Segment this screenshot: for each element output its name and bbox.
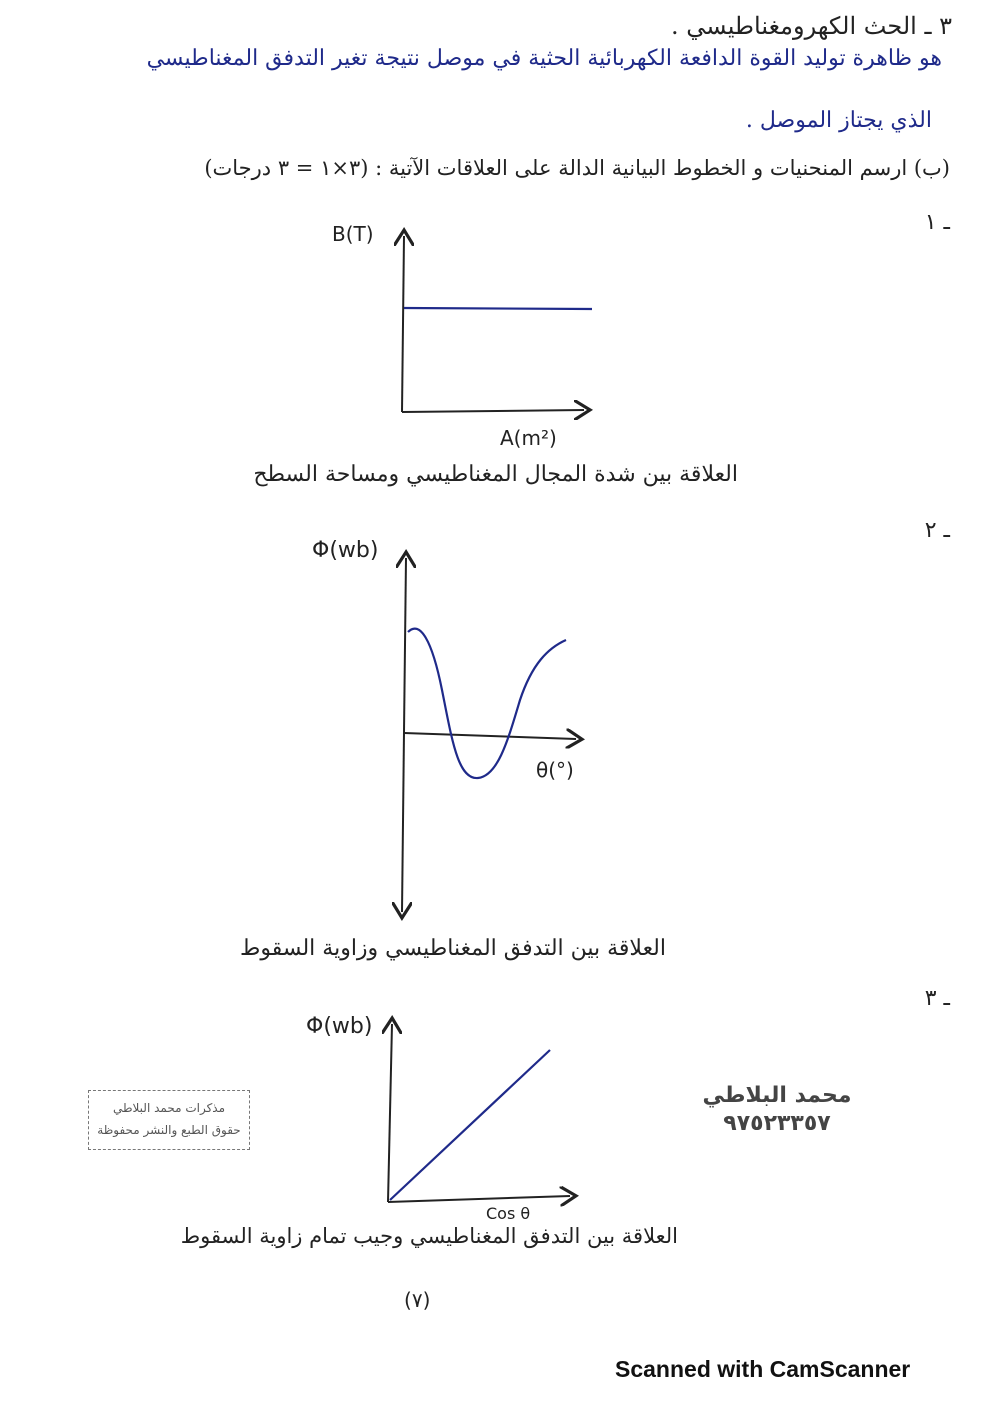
graph2-number: ـ ٢ <box>924 518 950 543</box>
graph3-proportional-line <box>390 1050 550 1200</box>
graph3-ylabel: Φ(wb) <box>306 1014 373 1039</box>
graph3-xlabel: Cos θ <box>486 1204 531 1223</box>
copyright-stamp <box>88 1090 250 1150</box>
question-text: (ب) ارسم المنحنيات و الخطوط البيانية الدالة على العلاقات الآتية : (٣×١ = ٣ درجات) <box>204 156 950 180</box>
graph2-flux-curve <box>408 629 566 778</box>
graph2-plot <box>402 558 576 912</box>
definition-line2: الذي يجتاز الموصل . <box>745 108 932 133</box>
graph3-x-axis <box>388 1196 570 1202</box>
stamp-line2: حقوق الطبع والنشر محفوظة <box>97 1123 241 1137</box>
scanner-watermark: Scanned with CamScanner <box>615 1356 911 1382</box>
graph1-xlabel: A(m²) <box>500 426 557 450</box>
definition-line1: هو ظاهرة توليد القوة الدافعة الكهربائية الحثية في موصل نتيجة تغير التدفق المغناطيسي <box>146 46 942 71</box>
graph2-x-axis <box>404 733 576 739</box>
author-block <box>692 1082 862 1138</box>
graph1-number: ـ ١ <box>924 210 950 235</box>
graph2-xlabel: θ(°) <box>536 758 574 782</box>
author-phone: ٩٧٥٢٣٣٥٧ <box>723 1111 831 1136</box>
graph1-constant-line <box>404 308 592 309</box>
graph1-ylabel: B(T) <box>332 222 374 246</box>
graph3-number: ـ ٣ <box>924 986 950 1011</box>
stamp-line1: مذكرات محمد البلاطي <box>112 1101 226 1115</box>
graph1-x-axis <box>402 410 584 412</box>
graph3-y-axis <box>388 1024 392 1202</box>
graph1-caption: العلاقة بين شدة المجال المغناطيسي ومساحة السطح <box>253 462 738 487</box>
graph2-caption: العلاقة بين التدفق المغناطيسي وزاوية السقوط <box>240 936 666 961</box>
graph2-ylabel: Φ(wb) <box>312 538 379 563</box>
graph3-caption: العلاقة بين التدفق المغناطيسي وجيب تمام زاوية السقوط <box>180 1224 678 1248</box>
graph3-plot <box>388 1024 570 1202</box>
graph1-y-axis <box>402 236 404 412</box>
graph2-y-axis-up <box>404 558 406 732</box>
item3-title: ٣ ـ الحث الكهرومغناطيسي . <box>671 12 952 40</box>
author-name: محمد البلاطي <box>702 1083 852 1108</box>
graph1-plot <box>402 236 592 412</box>
graph2-y-axis-down <box>402 732 404 912</box>
page-number: (٧) <box>404 1288 431 1312</box>
